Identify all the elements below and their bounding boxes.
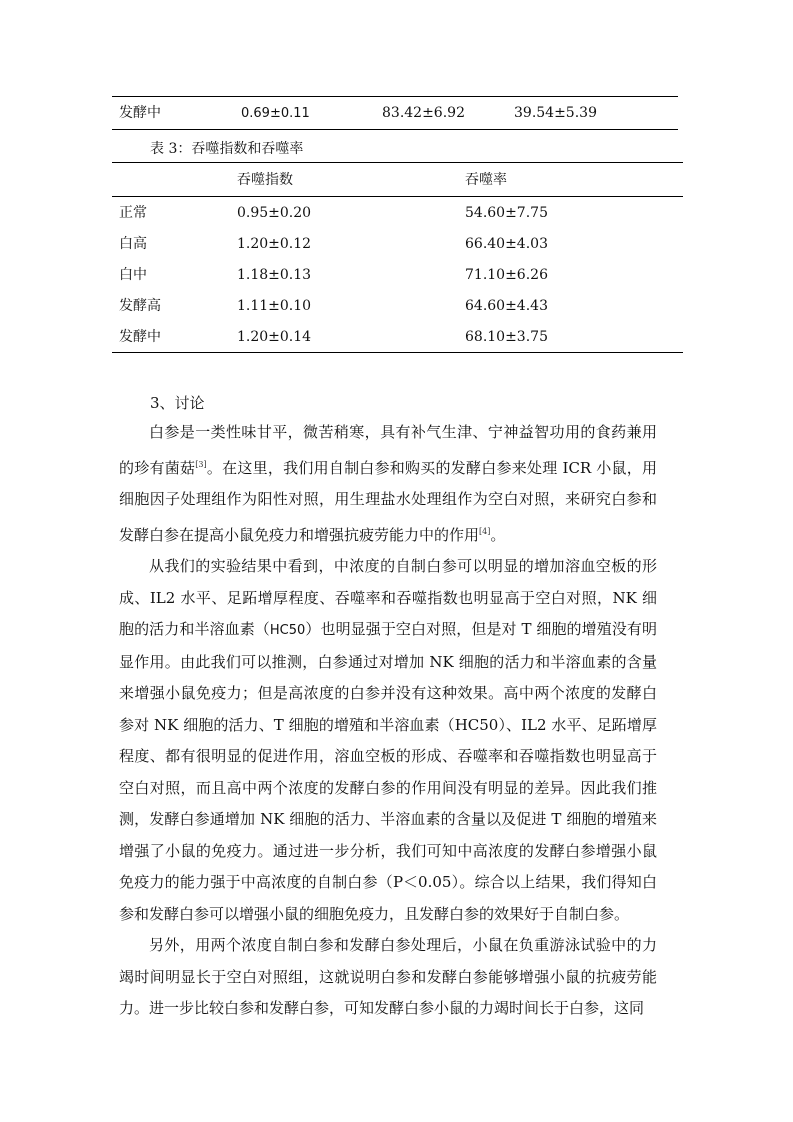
citation-3: [3]	[195, 459, 207, 469]
paragraph-1-text-c: 。	[490, 525, 506, 544]
table3-row-2-group: 白中	[119, 267, 147, 283]
top-table-rule-upper	[112, 96, 678, 97]
table3-row-4-rate: 68.10±3.75	[465, 329, 548, 345]
paragraph-2-text-a: 从我们的实验结果中看到，中浓度的自制白参可以明显的增加溶血空板的形成、IL2 水平、足跖增厚程度、吞噬率和吞噬指数也明显高于空白对照，NK 细胞的活力和半溶血素（	[119, 557, 657, 638]
table3-row-2-rate: 71.10±6.26	[465, 267, 548, 283]
top-table-rule-lower	[112, 129, 678, 130]
table3-row-2-index: 1.18±0.13	[237, 267, 312, 283]
citation-4: [4]	[479, 526, 491, 536]
top-table-row-value-1: 0.69±0.11	[241, 106, 310, 121]
paragraph-1-text-a: 白参是一类性味甘平，微苦稍寒，具有补气生津、宁神益智功用的食药兼用的珍有菌菇	[119, 423, 657, 477]
table3-row-0-index: 0.95±0.20	[237, 205, 312, 221]
paragraph-2-text-b: ）也明显强于空白对照，但是对 T 细胞的增殖没有明显作用。由此我们可以推测，白参通过对增加 NK 细胞的活力和半溶血素的含量来增强小鼠免疫力；但是高浓度的白参并没有这种效果。高中两个浓度的发酵白参对 NK 细胞的活力、T 细胞的增殖和半溶血素（HC50）、IL2 水平、足跖增厚程度、都有很明显的促进作用，溶血空板的形成、吞噬率和吞噬指数也明显高于空白对照，而且高中两个浓度的发酵白参的作用间没有明显的差异。因此我们推测，发酵白参通增加 NK 细胞的活力、半溶血素的含量以及促进 T 细胞的增殖来增强了小鼠的免疫力。通过进一步分析，我们可知中高浓度的发酵白参增强小鼠免疫力的能力强于中高浓度的自制白参（P＜0.05）。综合以上结果，我们得知白参和发酵白参可以增强小鼠的细胞免疫力，且发酵白参的效果好于自制白参。	[119, 620, 657, 923]
table3-header-rate: 吞噬率	[465, 172, 507, 188]
top-table-row-value-3: 39.54±5.39	[514, 105, 597, 121]
paragraph-1-text-b: 。在这里，我们用自制白参和购买的发酵白参来处理 ICR 小鼠，用细胞因子处理组作为阳性对照，用生理盐水处理组作为空白对照，来研究白参和发酵白参在提高小鼠免疫力和增强抗疲劳能力中的作用	[119, 458, 657, 544]
table3-row-0-group: 正常	[119, 205, 147, 221]
table3-row-3-rate: 64.60±4.43	[465, 298, 548, 314]
table3-row-4-index: 1.20±0.14	[237, 329, 312, 345]
table3-row-1-index: 1.20±0.12	[237, 236, 312, 252]
table3-header-rule	[112, 196, 683, 197]
table3-row-4-group: 发酵中	[119, 329, 161, 345]
table3-row-3-group: 发酵高	[119, 298, 161, 314]
top-table-row-group: 发酵中	[119, 105, 161, 121]
table3-row-1-rate: 66.40±4.03	[465, 236, 548, 252]
paragraph-2-hc50: HC50	[269, 623, 306, 638]
top-table-row-value-2: 83.42±6.92	[382, 105, 465, 121]
table3-row-0-rate: 54.60±7.75	[465, 205, 548, 221]
table3-caption: 表 3：吞噬指数和吞噬率	[150, 141, 304, 157]
table3-bottom-rule	[112, 352, 683, 353]
paragraph-2	[119, 551, 657, 930]
discussion-body	[119, 417, 657, 1025]
paragraph-1	[119, 417, 657, 551]
section-heading-discussion: 3、讨论	[150, 394, 205, 412]
table3-top-rule	[112, 162, 683, 163]
paragraph-3: 另外，用两个浓度自制白参和发酵白参处理后，小鼠在负重游泳试验中的力竭时间明显长于空白对照组，这就说明白参和发酵白参能够增强小鼠的抗疲劳能力。进一步比较白参和发酵白参，可知发酵白参小鼠的力竭时间长于白参，这同	[119, 936, 657, 1017]
table3-row-3-index: 1.11±0.10	[237, 298, 312, 314]
table3-row-1-group: 白高	[119, 236, 147, 252]
table3-header-index: 吞噬指数	[237, 172, 293, 188]
